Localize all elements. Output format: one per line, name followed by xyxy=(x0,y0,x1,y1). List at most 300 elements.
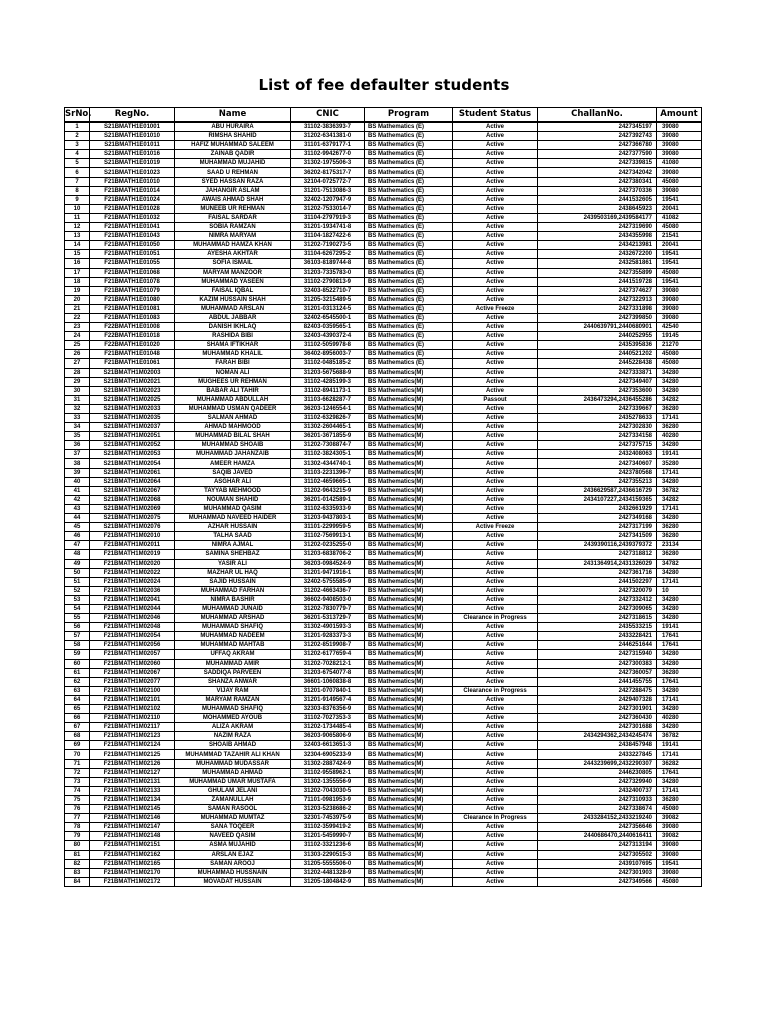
cell-amount: 45080 xyxy=(657,877,702,886)
cell-regno: F21BMATH1M02022 xyxy=(90,568,175,577)
cell-cnic: 32403-4390372-4 xyxy=(291,332,365,341)
cell-cnic: 31203-5675688-9 xyxy=(291,368,365,377)
cell-amount: 17141 xyxy=(657,577,702,586)
cell-challan: 2432581861 xyxy=(538,259,657,268)
cell-amount: 45080 xyxy=(657,177,702,186)
cell-name: YASIR ALI xyxy=(175,559,291,568)
table-row xyxy=(65,514,702,523)
cell-cnic: 31205-1804842-9 xyxy=(291,877,365,886)
cell-amount: 19541 xyxy=(657,195,702,204)
cell-challan: 2427333871 xyxy=(538,368,657,377)
cell-challan: 2427345197 xyxy=(538,122,657,132)
cell-cnic: 32403-6613651-3 xyxy=(291,741,365,750)
cell-name: SAMAN RASOOL xyxy=(175,805,291,814)
cell-status: Active xyxy=(453,559,538,568)
cell-name: TALHA SAAD xyxy=(175,532,291,541)
cell-amount: 19541 xyxy=(657,250,702,259)
cell-amount: 40280 xyxy=(657,432,702,441)
table-row xyxy=(65,504,702,513)
cell-program: BS Mathematics(M) xyxy=(365,659,453,668)
cell-amount: 39082 xyxy=(657,832,702,841)
cell-regno: F21BMATH1M02020 xyxy=(90,559,175,568)
cell-amount: 40280 xyxy=(657,714,702,723)
cell-program: BS Mathematics(M) xyxy=(365,641,453,650)
cell-name: SALMAN AHMAD xyxy=(175,414,291,423)
cell-status: Active xyxy=(453,668,538,677)
table-row xyxy=(65,568,702,577)
cell-status: Active xyxy=(453,377,538,386)
cell-cnic: 36601-1060838-8 xyxy=(291,677,365,686)
cell-name: SADDIQA PARVEEN xyxy=(175,668,291,677)
cell-cnic: 31102-3824305-1 xyxy=(291,450,365,459)
cell-name: MUHAMMAD AMIR xyxy=(175,659,291,668)
cell-amount: 23134 xyxy=(657,541,702,550)
cell-name: UFFAQ AKRAM xyxy=(175,650,291,659)
cell-challan: 2441519728 xyxy=(538,277,657,286)
cell-name: TAYYAB MEHMOOD xyxy=(175,486,291,495)
cell-amount: 17141 xyxy=(657,504,702,513)
cell-cnic: 31201-7513086-3 xyxy=(291,186,365,195)
cell-program: BS Mathematics(M) xyxy=(365,859,453,868)
table-header-row xyxy=(65,108,702,123)
cell-regno: F21BMATH1M02124 xyxy=(90,741,175,750)
cell-status: Active xyxy=(453,486,538,495)
cell-status: Active xyxy=(453,595,538,604)
cell-amount: 36280 xyxy=(657,523,702,532)
cell-status: Active xyxy=(453,223,538,232)
cell-name: MUHAMMAD QASIM xyxy=(175,504,291,513)
cell-program: BS Mathematics(M) xyxy=(365,814,453,823)
cell-status: Active xyxy=(453,186,538,195)
cell-challan: 2427349168 xyxy=(538,514,657,523)
cell-status: Active Freeze xyxy=(453,304,538,313)
cell-name: MUHAMMAD SHOAIB xyxy=(175,441,291,450)
cell-cnic: 31102-9558962-1 xyxy=(291,768,365,777)
cell-amount: 17141 xyxy=(657,750,702,759)
cell-challan: 2441532605 xyxy=(538,195,657,204)
cell-challan: 2427301901 xyxy=(538,705,657,714)
cell-regno: F21BMATH1E01032 xyxy=(90,213,175,222)
cell-status: Active xyxy=(453,632,538,641)
cell-status: Active xyxy=(453,150,538,159)
cell-status: Active xyxy=(453,623,538,632)
cell-name: NIMRA AJMAL xyxy=(175,541,291,550)
cell-srno: 40 xyxy=(65,477,90,486)
table-row xyxy=(65,641,702,650)
cell-regno: F21BMATH1M02010 xyxy=(90,532,175,541)
table-row xyxy=(65,695,702,704)
cell-srno: 62 xyxy=(65,677,90,686)
cell-challan: 2427392743 xyxy=(538,132,657,141)
cell-challan: 2432661929 xyxy=(538,504,657,513)
cell-challan: 2440686470,2440616411 xyxy=(538,832,657,841)
cell-cnic: 31302-2604465-1 xyxy=(291,423,365,432)
cell-challan: 2439107695 xyxy=(538,859,657,868)
cell-srno: 11 xyxy=(65,213,90,222)
cell-name: MUHAMMAD FARHAN xyxy=(175,586,291,595)
cell-regno: F21BMATH1M02077 xyxy=(90,677,175,686)
cell-regno: F21BMATH1M02131 xyxy=(90,777,175,786)
cell-cnic: 31201-9471916-1 xyxy=(291,568,365,577)
cell-cnic: 31202-7190273-5 xyxy=(291,241,365,250)
table-row xyxy=(65,277,702,286)
cell-program: BS Mathematics(M) xyxy=(365,514,453,523)
cell-program: BS Mathematics (E) xyxy=(365,168,453,177)
cell-name: MUHAMMAD YASEEN xyxy=(175,277,291,286)
cell-name: MUHAMMAD USMAN QADEER xyxy=(175,404,291,413)
cell-name: ZAINAB QADIR xyxy=(175,150,291,159)
cell-program: BS Mathematics (E) xyxy=(365,232,453,241)
cell-program: BS Mathematics(M) xyxy=(365,868,453,877)
cell-amount: 39080 xyxy=(657,286,702,295)
cell-challan: 2427339815 xyxy=(538,159,657,168)
table-row xyxy=(65,404,702,413)
cell-name: MOVADAT HUSSAIN xyxy=(175,877,291,886)
cell-name: GHULAM JELANI xyxy=(175,786,291,795)
cell-status: Active xyxy=(453,532,538,541)
cell-amount: 36280 xyxy=(657,423,702,432)
table-row xyxy=(65,841,702,850)
cell-status: Active xyxy=(453,832,538,841)
cell-challan: 2439503169,2439584177 xyxy=(538,213,657,222)
table-row xyxy=(65,395,702,404)
cell-name: AWAIS AHMAD SHAH xyxy=(175,195,291,204)
cell-cnic: 31205-3215489-5 xyxy=(291,295,365,304)
cell-program: BS Mathematics(M) xyxy=(365,623,453,632)
cell-challan: 2427319690 xyxy=(538,223,657,232)
cell-cnic: 32104-0725772-7 xyxy=(291,177,365,186)
cell-challan: 2439390116,2439379372 xyxy=(538,541,657,550)
cell-regno: F21BMATH1M02060 xyxy=(90,659,175,668)
cell-srno: 80 xyxy=(65,841,90,850)
cell-amount: 36282 xyxy=(657,759,702,768)
cell-srno: 54 xyxy=(65,604,90,613)
cell-name: MARYAM MANZOOR xyxy=(175,268,291,277)
table-row xyxy=(65,450,702,459)
cell-cnic: 31202-4481328-9 xyxy=(291,868,365,877)
cell-challan: 2427329940 xyxy=(538,777,657,786)
table-row xyxy=(65,195,702,204)
cell-regno: S21BMATH1M02076 xyxy=(90,523,175,532)
cell-status: Active xyxy=(453,423,538,432)
cell-cnic: 32304-6905233-9 xyxy=(291,750,365,759)
defaulter-table xyxy=(64,107,702,887)
cell-srno: 45 xyxy=(65,523,90,532)
cell-status: Active xyxy=(453,241,538,250)
cell-status: Active xyxy=(453,259,538,268)
cell-challan: 2429407328 xyxy=(538,695,657,704)
cell-regno: F21BMATH1M02117 xyxy=(90,723,175,732)
cell-challan: 2427370336 xyxy=(538,186,657,195)
cell-name: SANA TOQEER xyxy=(175,823,291,832)
cell-cnic: 31201-9283373-3 xyxy=(291,632,365,641)
cell-srno: 47 xyxy=(65,541,90,550)
cell-amount: 17641 xyxy=(657,632,702,641)
cell-srno: 17 xyxy=(65,268,90,277)
cell-status: Active xyxy=(453,586,538,595)
table-row xyxy=(65,750,702,759)
cell-challan: 2427399850 xyxy=(538,313,657,322)
cell-regno: S21BMATH1M02069 xyxy=(90,504,175,513)
cell-cnic: 36202-8175317-7 xyxy=(291,168,365,177)
cell-amount: 34280 xyxy=(657,595,702,604)
table-row xyxy=(65,632,702,641)
cell-status: Active xyxy=(453,414,538,423)
cell-srno: 48 xyxy=(65,550,90,559)
cell-challan: 2435278633 xyxy=(538,414,657,423)
cell-srno: 81 xyxy=(65,850,90,859)
cell-challan: 2427349566 xyxy=(538,877,657,886)
table-row xyxy=(65,359,702,368)
cell-name: MUHAMMAD MUDASSAR xyxy=(175,759,291,768)
cell-regno: F21BMATH1M02019 xyxy=(90,550,175,559)
cell-srno: 37 xyxy=(65,450,90,459)
cell-srno: 35 xyxy=(65,432,90,441)
cell-challan: 2427320079 xyxy=(538,586,657,595)
cell-amount: 34280 xyxy=(657,377,702,386)
cell-cnic: 31202-7830779-7 xyxy=(291,604,365,613)
table-row xyxy=(65,459,702,468)
table-row xyxy=(65,604,702,613)
cell-challan: 2427374627 xyxy=(538,286,657,295)
cell-amount: 39080 xyxy=(657,304,702,313)
cell-status: Active xyxy=(453,805,538,814)
cell-challan: 2427305502 xyxy=(538,850,657,859)
table-row xyxy=(65,814,702,823)
cell-program: BS Mathematics(M) xyxy=(365,414,453,423)
cell-regno: F21BMATH1M02133 xyxy=(90,786,175,795)
cell-program: BS Mathematics(M) xyxy=(365,732,453,741)
table-row xyxy=(65,259,702,268)
cell-name: MUHAMMAD HUSSNAIN xyxy=(175,868,291,877)
table-row xyxy=(65,486,702,495)
cell-cnic: 31202-7308874-7 xyxy=(291,441,365,450)
cell-amount: 39080 xyxy=(657,850,702,859)
cell-regno: S21BMATH1M02067 xyxy=(90,486,175,495)
table-row xyxy=(65,859,702,868)
table-row xyxy=(65,468,702,477)
cell-name: FAISAL SARDAR xyxy=(175,213,291,222)
cell-status: Active xyxy=(453,341,538,350)
table-row xyxy=(65,786,702,795)
cell-amount: 34280 xyxy=(657,368,702,377)
cell-cnic: 31102-4285199-3 xyxy=(291,377,365,386)
cell-srno: 67 xyxy=(65,723,90,732)
cell-program: BS Mathematics(M) xyxy=(365,423,453,432)
cell-regno: F21BMATH1E01010 xyxy=(90,177,175,186)
cell-srno: 60 xyxy=(65,659,90,668)
cell-status: Active xyxy=(453,277,538,286)
table-row xyxy=(65,741,702,750)
table-row xyxy=(65,295,702,304)
cell-name: RIMSHA SHAHID xyxy=(175,132,291,141)
cell-regno: F21BMATH1M02100 xyxy=(90,686,175,695)
cell-cnic: 36201-0142589-1 xyxy=(291,495,365,504)
cell-srno: 1 xyxy=(65,122,90,132)
cell-program: BS Mathematics(M) xyxy=(365,705,453,714)
cell-regno: F21BMATH1M02126 xyxy=(90,759,175,768)
cell-program: BS Mathematics(M) xyxy=(365,850,453,859)
cell-status: Active xyxy=(453,286,538,295)
cell-regno: F21BMATH1M02170 xyxy=(90,868,175,877)
table-row xyxy=(65,350,702,359)
cell-srno: 26 xyxy=(65,350,90,359)
table-row xyxy=(65,732,702,741)
cell-amount: 36782 xyxy=(657,732,702,741)
cell-challan: 2427318615 xyxy=(538,614,657,623)
cell-challan: 2440252955 xyxy=(538,332,657,341)
cell-challan: 2427361716 xyxy=(538,568,657,577)
cell-status: Clearance in Progress xyxy=(453,614,538,623)
cell-regno: F21BMATH1M02036 xyxy=(90,586,175,595)
cell-status: Active xyxy=(453,268,538,277)
cell-cnic: 31202-6177659-4 xyxy=(291,650,365,659)
table-row xyxy=(65,213,702,222)
cell-status: Passout xyxy=(453,395,538,404)
cell-name: JAHANGIR ASLAM xyxy=(175,186,291,195)
cell-regno: F21BMATH1M02172 xyxy=(90,877,175,886)
cell-regno: F21BMATH1M02148 xyxy=(90,832,175,841)
cell-challan: 2434294362,2434245474 xyxy=(538,732,657,741)
cell-cnic: 31102-2790813-9 xyxy=(291,277,365,286)
cell-status: Active xyxy=(453,213,538,222)
cell-name: SYED HASSAN RAZA xyxy=(175,177,291,186)
cell-name: ALIZA AKRAM xyxy=(175,723,291,732)
cell-regno: S21BMATH1M02025 xyxy=(90,395,175,404)
cell-name: NAZIM RAZA xyxy=(175,732,291,741)
cell-cnic: 31102-5059978-8 xyxy=(291,341,365,350)
cell-regno: F21BMATH1M02048 xyxy=(90,623,175,632)
cell-challan: 2431364914,2431326029 xyxy=(538,559,657,568)
cell-amount: 19141 xyxy=(657,450,702,459)
cell-srno: 58 xyxy=(65,641,90,650)
table-row xyxy=(65,650,702,659)
cell-challan: 2445228438 xyxy=(538,359,657,368)
cell-name: HAFIZ MUHAMMAD SALEEM xyxy=(175,141,291,150)
cell-status: Active xyxy=(453,677,538,686)
cell-name: VIJAY RAM xyxy=(175,686,291,695)
table-row xyxy=(65,805,702,814)
cell-amount: 34280 xyxy=(657,723,702,732)
table-row xyxy=(65,232,702,241)
cell-regno: F21BMATH1E01080 xyxy=(90,295,175,304)
cell-status: Active xyxy=(453,732,538,741)
document-title: List of fee defaulter students xyxy=(258,76,510,94)
cell-name: MUHAMMAD MAHTAB xyxy=(175,641,291,650)
cell-regno: F21BMATH1E01048 xyxy=(90,350,175,359)
cell-srno: 73 xyxy=(65,777,90,786)
cell-regno: F21BMATH1M02123 xyxy=(90,732,175,741)
cell-amount: 19141 xyxy=(657,741,702,750)
cell-program: BS Mathematics (E) xyxy=(365,213,453,222)
table-row xyxy=(65,132,702,141)
cell-name: SAAD U REHMAN xyxy=(175,168,291,177)
cell-program: BS Mathematics (E) xyxy=(365,350,453,359)
table-row xyxy=(65,614,702,623)
cell-amount: 39080 xyxy=(657,313,702,322)
cell-status: Active xyxy=(453,795,538,804)
header-name: Name xyxy=(175,108,291,123)
cell-challan: 2435395836 xyxy=(538,341,657,350)
cell-regno: F21BMATH1E01028 xyxy=(90,204,175,213)
cell-status: Active xyxy=(453,141,538,150)
cell-program: BS Mathematics(M) xyxy=(365,823,453,832)
cell-cnic: 31202-1734485-4 xyxy=(291,723,365,732)
cell-name: MAZHAR UL HAQ xyxy=(175,568,291,577)
cell-cnic: 31102-6335933-9 xyxy=(291,504,365,513)
table-row xyxy=(65,623,702,632)
cell-regno: S21BMATH1M02037 xyxy=(90,423,175,432)
cell-name: MUHAMMAD SHAFIQ xyxy=(175,705,291,714)
cell-cnic: 31203-5238686-2 xyxy=(291,805,365,814)
cell-challan: 2440639791,2440680901 xyxy=(538,323,657,332)
cell-challan: 2427334158 xyxy=(538,432,657,441)
cell-srno: 20 xyxy=(65,295,90,304)
cell-program: BS Mathematics(M) xyxy=(365,595,453,604)
cell-program: BS Mathematics (E) xyxy=(365,204,453,213)
cell-status: Active xyxy=(453,777,538,786)
cell-cnic: 31202-4663436-7 xyxy=(291,586,365,595)
header-regno: RegNo. xyxy=(90,108,175,123)
cell-program: BS Mathematics(M) xyxy=(365,550,453,559)
cell-status: Active xyxy=(453,159,538,168)
cell-regno: F21BMATH1M02145 xyxy=(90,805,175,814)
cell-srno: 6 xyxy=(65,168,90,177)
cell-amount: 34782 xyxy=(657,559,702,568)
cell-name: ABDUL JABBAR xyxy=(175,313,291,322)
cell-srno: 4 xyxy=(65,150,90,159)
cell-program: BS Mathematics(M) xyxy=(365,604,453,613)
cell-amount: 39082 xyxy=(657,814,702,823)
cell-status: Active xyxy=(453,604,538,613)
cell-regno: S21BMATH1M02061 xyxy=(90,468,175,477)
cell-cnic: 31201-5459990-7 xyxy=(291,832,365,841)
cell-amount: 42540 xyxy=(657,323,702,332)
cell-name: MUNEEB UR REHMAN xyxy=(175,204,291,213)
cell-cnic: 31101-2299959-5 xyxy=(291,523,365,532)
cell-program: BS Mathematics(M) xyxy=(365,877,453,886)
cell-challan: 2446230805 xyxy=(538,768,657,777)
cell-amount: 34280 xyxy=(657,659,702,668)
cell-challan: 2427309065 xyxy=(538,604,657,613)
cell-name: MUHAMMAD NAVEED HAIDER xyxy=(175,514,291,523)
cell-srno: 68 xyxy=(65,732,90,741)
table-row xyxy=(65,168,702,177)
cell-amount: 34280 xyxy=(657,441,702,450)
cell-regno: F21BMATH1E01055 xyxy=(90,259,175,268)
cell-name: NIMRA MARYAM xyxy=(175,232,291,241)
cell-name: MUHAMMAD ARSHAD xyxy=(175,614,291,623)
cell-cnic: 31202-6341381-0 xyxy=(291,132,365,141)
cell-regno: F21BMATH1M02125 xyxy=(90,750,175,759)
cell-name: MARYAM RAMZAN xyxy=(175,695,291,704)
cell-srno: 57 xyxy=(65,632,90,641)
cell-program: BS Mathematics(M) xyxy=(365,695,453,704)
cell-amount: 34280 xyxy=(657,386,702,395)
cell-regno: F21BMATH1M02127 xyxy=(90,768,175,777)
cell-status: Active xyxy=(453,786,538,795)
cell-regno: F21BMATH1M02147 xyxy=(90,823,175,832)
cell-cnic: 31302-1355556-9 xyxy=(291,777,365,786)
cell-srno: 18 xyxy=(65,277,90,286)
cell-srno: 69 xyxy=(65,741,90,750)
cell-cnic: 31102-4659665-1 xyxy=(291,477,365,486)
cell-challan: 2435533215 xyxy=(538,623,657,632)
cell-status: Active xyxy=(453,868,538,877)
cell-challan: 2441502297 xyxy=(538,577,657,586)
cell-status: Active xyxy=(453,132,538,141)
cell-challan: 2427360057 xyxy=(538,668,657,677)
